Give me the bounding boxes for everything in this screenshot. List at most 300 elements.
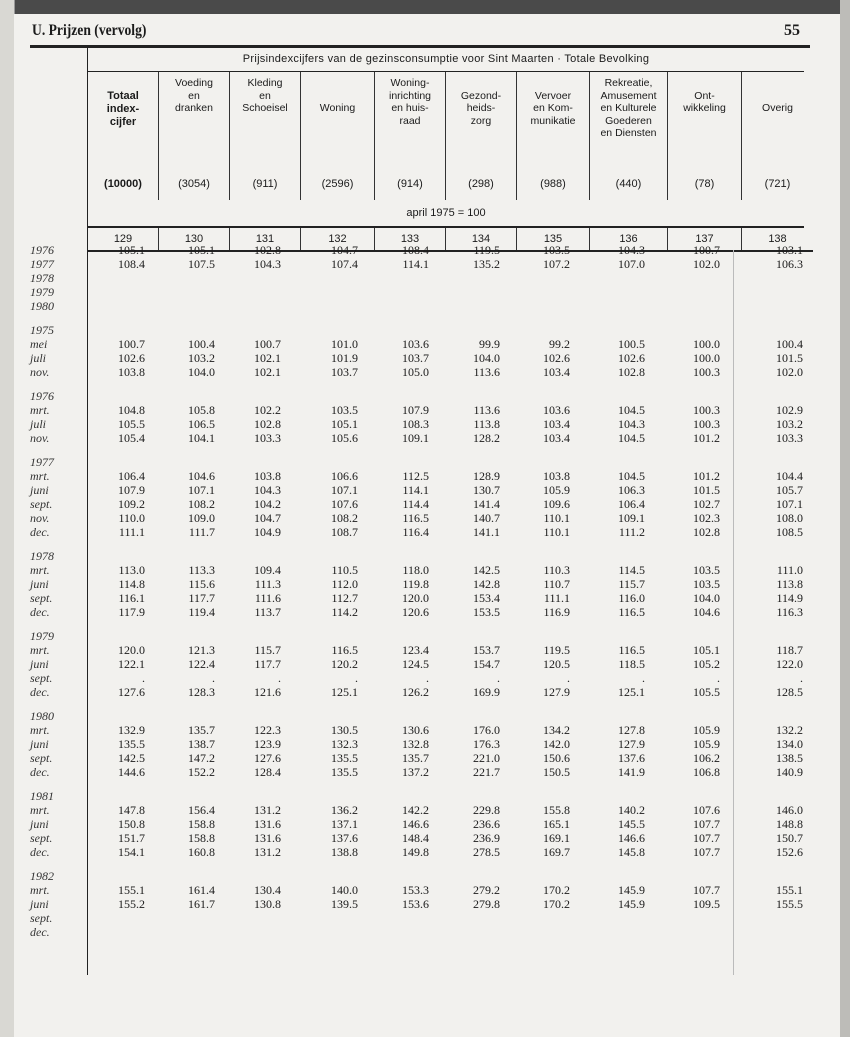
cell-value: 141.1	[473, 525, 500, 539]
row-label: dec.	[30, 845, 50, 859]
cell-value: 111.1	[118, 525, 145, 539]
cell-value: 106.5	[188, 417, 215, 431]
cell-value: 134.0	[776, 737, 803, 751]
cell-value: 117.7	[188, 591, 215, 605]
column-label: Vervoer en Kom- munikatie	[530, 89, 576, 127]
page-title: U. Prijzen (vervolg)	[32, 22, 147, 39]
cell-value: 109.1	[618, 511, 645, 525]
table-row	[30, 525, 810, 539]
cell-value: .	[278, 671, 281, 685]
cell-value: 101.2	[693, 469, 720, 483]
cell-value: 142.8	[473, 577, 500, 591]
cell-value: 104.1	[188, 431, 215, 445]
table-row	[30, 671, 810, 685]
cell-value: 122.4	[188, 657, 215, 671]
cell-value: 127.9	[543, 685, 570, 699]
column-index: 135	[517, 228, 590, 250]
cell-value: 131.2	[254, 803, 281, 817]
table-row	[30, 685, 810, 699]
cell-value: 132.9	[118, 723, 145, 737]
cell-value: 100.4	[188, 337, 215, 351]
table-row	[30, 271, 810, 285]
row-label: mrt.	[30, 469, 50, 483]
cell-value: 140.2	[618, 803, 645, 817]
cell-value: 103.8	[254, 469, 281, 483]
cell-value: 221.0	[473, 751, 500, 765]
cell-value: 221.7	[473, 765, 500, 779]
cell-value: 142.2	[402, 803, 429, 817]
cell-value: 122.1	[118, 657, 145, 671]
year-label: 1975	[30, 323, 54, 337]
cell-value: 127.9	[618, 737, 645, 751]
cell-value: 150.6	[543, 751, 570, 765]
cell-value: 113.3	[188, 563, 215, 577]
cell-value: 116.1	[118, 591, 145, 605]
table-row	[30, 817, 810, 831]
cell-value: 123.9	[254, 737, 281, 751]
cell-value: 149.8	[402, 845, 429, 859]
cell-value: 145.9	[618, 883, 645, 897]
cell-value: 107.7	[693, 845, 720, 859]
cell-value: 104.5	[618, 431, 645, 445]
column-index: 129	[88, 228, 159, 250]
cell-value: 102.1	[254, 351, 281, 365]
cell-value: 105.6	[331, 431, 358, 445]
row-label: juni	[30, 737, 49, 751]
cell-value: 104.5	[618, 403, 645, 417]
year-label: 1979	[30, 629, 54, 643]
cell-value: 104.6	[188, 469, 215, 483]
column-index: 133	[375, 228, 446, 250]
cell-value: .	[497, 671, 500, 685]
row-group	[30, 549, 810, 619]
table-row	[30, 257, 810, 271]
table-row	[30, 365, 810, 379]
cell-value: 118.7	[776, 643, 803, 657]
cell-value: 152.6	[776, 845, 803, 859]
cell-value: 111.6	[254, 591, 281, 605]
cell-value: 103.6	[402, 337, 429, 351]
cell-value: 130.5	[331, 723, 358, 737]
row-label: juni	[30, 817, 49, 831]
table-row	[30, 643, 810, 657]
row-label: mrt.	[30, 403, 50, 417]
cell-value: 114.9	[776, 591, 803, 605]
cell-value: 128.4	[254, 765, 281, 779]
cell-value: 122.3	[254, 723, 281, 737]
cell-value: 135.5	[331, 765, 358, 779]
cell-value: 127.6	[118, 685, 145, 699]
cell-value: 108.2	[188, 497, 215, 511]
cell-value: 103.4	[543, 417, 570, 431]
cell-value: 279.8	[473, 897, 500, 911]
cell-value: 125.1	[331, 685, 358, 699]
row-label: nov.	[30, 511, 50, 525]
cell-value: 121.3	[188, 643, 215, 657]
cell-value: 106.4	[618, 497, 645, 511]
cell-value: 100.3	[693, 417, 720, 431]
cell-value: 278.5	[473, 845, 500, 859]
cell-value: .	[355, 671, 358, 685]
cell-value: 121.6	[254, 685, 281, 699]
row-label: 1978	[30, 271, 54, 285]
cell-value: 117.7	[254, 657, 281, 671]
column-index: 137	[668, 228, 742, 250]
cell-value: 146.6	[402, 817, 429, 831]
cell-value: 102.2	[254, 403, 281, 417]
cell-value: 158.8	[188, 817, 215, 831]
cell-value: 150.5	[543, 765, 570, 779]
cell-value: 105.5	[118, 417, 145, 431]
table-row	[30, 723, 810, 737]
row-label: dec.	[30, 925, 50, 939]
scan-top-edge	[0, 0, 850, 14]
cell-value: 127.8	[618, 723, 645, 737]
cell-value: 170.2	[543, 883, 570, 897]
page-number: 55	[784, 22, 800, 39]
cell-value: 141.4	[473, 497, 500, 511]
cell-value: 152.2	[188, 765, 215, 779]
column-index: 136	[590, 228, 668, 250]
cell-value: 110.0	[118, 511, 145, 525]
table-row	[30, 911, 810, 925]
column-label: Voeding en dranken	[175, 77, 213, 114]
row-label: 1976	[30, 243, 54, 257]
table-row	[30, 351, 810, 365]
cell-value: 104.3	[618, 243, 645, 257]
cell-value: 155.1	[776, 883, 803, 897]
cell-value: 108.3	[402, 417, 429, 431]
table-title: Prijsindexcijfers van de gezinsconsumptie voor Sint Maarten · Totale Bevolking	[88, 48, 804, 72]
adjacent-page-edge	[0, 0, 15, 1037]
table-row	[30, 483, 810, 497]
cell-value: 153.5	[473, 605, 500, 619]
cell-value: 112.7	[331, 591, 358, 605]
cell-value: 104.9	[254, 525, 281, 539]
cell-value: 107.7	[693, 817, 720, 831]
cell-value: 111.7	[188, 525, 215, 539]
column-weight: (3054)	[178, 178, 210, 190]
cell-value: 128.2	[473, 431, 500, 445]
table-row	[30, 925, 810, 939]
cell-value: 116.9	[543, 605, 570, 619]
cell-value: 139.5	[331, 897, 358, 911]
cell-value: 100.0	[693, 351, 720, 365]
cell-value: .	[142, 671, 145, 685]
cell-value: 106.6	[331, 469, 358, 483]
cell-value: 102.1	[254, 365, 281, 379]
cell-value: 108.4	[402, 243, 429, 257]
cell-value: 105.5	[693, 685, 720, 699]
cell-value: 142.5	[473, 563, 500, 577]
cell-value: 130.4	[254, 883, 281, 897]
cell-value: 115.6	[188, 577, 215, 591]
cell-value: 104.7	[331, 243, 358, 257]
cell-value: 138.8	[331, 845, 358, 859]
cell-value: 105.1	[693, 643, 720, 657]
cell-value: 137.6	[618, 751, 645, 765]
cell-value: 119.4	[188, 605, 215, 619]
cell-value: 110.1	[543, 511, 570, 525]
column-header	[517, 72, 590, 200]
cell-value: 108.4	[118, 257, 145, 271]
cell-value: 105.7	[776, 483, 803, 497]
cell-value: 116.5	[402, 511, 429, 525]
cell-value: 104.7	[254, 511, 281, 525]
cell-value: 103.5	[331, 403, 358, 417]
year-label: 1981	[30, 789, 54, 803]
cell-value: 107.4	[331, 257, 358, 271]
year-label: 1978	[30, 549, 54, 563]
year-label: 1976	[30, 389, 54, 403]
row-label: nov.	[30, 431, 50, 445]
cell-value: 119.5	[543, 643, 570, 657]
cell-value: 114.4	[402, 497, 429, 511]
cell-value: 126.2	[402, 685, 429, 699]
cell-value: 106.8	[693, 765, 720, 779]
cell-value: 131.6	[254, 831, 281, 845]
cell-value: 116.5	[618, 643, 645, 657]
column-label: Overig	[762, 102, 793, 114]
cell-value: 107.6	[693, 803, 720, 817]
cell-value: 101.5	[776, 351, 803, 365]
row-label: 1980	[30, 299, 54, 313]
column-label: Kleding en Schoeisel	[242, 77, 288, 114]
table-row	[30, 737, 810, 751]
cell-value: 138.7	[188, 737, 215, 751]
cell-value: 236.9	[473, 831, 500, 845]
cell-value: 105.9	[693, 723, 720, 737]
cell-value: 120.0	[402, 591, 429, 605]
cell-value: 104.3	[254, 257, 281, 271]
cell-value: 135.5	[331, 751, 358, 765]
table-row	[30, 337, 810, 351]
cell-value: 110.3	[543, 563, 570, 577]
cell-value: 111.3	[254, 577, 281, 591]
cell-value: 137.1	[331, 817, 358, 831]
row-group	[30, 869, 810, 939]
cell-value: 120.0	[118, 643, 145, 657]
cell-value: 123.4	[402, 643, 429, 657]
cell-value: 106.2	[693, 751, 720, 765]
cell-value: 132.3	[331, 737, 358, 751]
cell-value: 150.8	[118, 817, 145, 831]
column-weight: (911)	[252, 178, 278, 190]
cell-value: 150.7	[776, 831, 803, 845]
cell-value: 145.5	[618, 817, 645, 831]
column-index: 130	[159, 228, 230, 250]
column-weight: (298)	[468, 178, 494, 190]
cell-value: 134.2	[543, 723, 570, 737]
cell-value: 111.1	[543, 591, 570, 605]
table-row	[30, 497, 810, 511]
cell-value: 135.7	[402, 751, 429, 765]
row-label: mrt.	[30, 723, 50, 737]
cell-value: 153.7	[473, 643, 500, 657]
cell-value: 103.5	[693, 577, 720, 591]
cell-value: 104.2	[254, 497, 281, 511]
cell-value: 107.9	[118, 483, 145, 497]
table-row	[30, 751, 810, 765]
cell-value: 130.7	[473, 483, 500, 497]
cell-value: 100.4	[776, 337, 803, 351]
cell-value: 105.8	[188, 403, 215, 417]
cell-value: 102.0	[693, 257, 720, 271]
cell-value: 103.7	[402, 351, 429, 365]
cell-value: 103.3	[776, 431, 803, 445]
cell-value: 103.7	[331, 365, 358, 379]
cell-value: 115.7	[618, 577, 645, 591]
row-label: 1979	[30, 285, 54, 299]
row-label: juli	[30, 351, 47, 365]
cell-value: 102.6	[618, 351, 645, 365]
cell-value: 102.9	[776, 403, 803, 417]
cell-value: 108.0	[776, 511, 803, 525]
cell-value: 144.6	[118, 765, 145, 779]
column-index: 131	[230, 228, 301, 250]
cell-value: 104.4	[776, 469, 803, 483]
cell-value: 113.7	[254, 605, 281, 619]
cell-value: 102.8	[254, 243, 281, 257]
table-row	[30, 803, 810, 817]
cell-value: 120.2	[331, 657, 358, 671]
cell-value: 169.9	[473, 685, 500, 699]
cell-value: 132.8	[402, 737, 429, 751]
table-row	[30, 605, 810, 619]
cell-value: 146.6	[618, 831, 645, 845]
cell-value: 109.1	[402, 431, 429, 445]
cell-value: 118.0	[402, 563, 429, 577]
row-label: sept.	[30, 911, 53, 925]
cell-value: 109.4	[254, 563, 281, 577]
column-header	[88, 72, 159, 200]
cell-value: 114.2	[331, 605, 358, 619]
cell-value: 107.0	[618, 257, 645, 271]
cell-value: .	[800, 671, 803, 685]
row-group	[30, 789, 810, 859]
column-label: Totaal index- cijfer	[106, 90, 140, 128]
cell-value: 104.0	[473, 351, 500, 365]
year-label: 1982	[30, 869, 54, 883]
column-header	[668, 72, 742, 200]
cell-value: .	[426, 671, 429, 685]
cell-value: 165.1	[543, 817, 570, 831]
cell-value: 154.7	[473, 657, 500, 671]
cell-value: 100.3	[693, 403, 720, 417]
row-group	[30, 629, 810, 699]
cell-value: 127.6	[254, 751, 281, 765]
row-label: mrt.	[30, 643, 50, 657]
cell-value: 128.3	[188, 685, 215, 699]
row-group	[30, 709, 810, 779]
cell-value: 135.5	[118, 737, 145, 751]
cell-value: 100.7	[118, 337, 145, 351]
cell-value: 99.2	[549, 337, 570, 351]
cell-value: 102.7	[693, 497, 720, 511]
column-weight: (10000)	[104, 178, 142, 190]
column-label: Rekreatie, Amusement en Kulturele Goederen en Diensten	[600, 77, 657, 139]
cell-value: 119.5	[473, 243, 500, 257]
column-header	[230, 72, 301, 200]
cell-value: 103.2	[776, 417, 803, 431]
row-label: juni	[30, 483, 49, 497]
cell-value: 154.1	[118, 845, 145, 859]
table-row	[30, 883, 810, 897]
table-row	[30, 243, 810, 257]
row-group	[30, 323, 810, 379]
cell-value: 142.5	[118, 751, 145, 765]
cell-value: 113.6	[473, 365, 500, 379]
column-index: 132	[301, 228, 375, 250]
table-row	[30, 469, 810, 483]
cell-value: 118.5	[618, 657, 645, 671]
cell-value: 103.4	[543, 365, 570, 379]
cell-value: 102.3	[693, 511, 720, 525]
cell-value: 107.5	[188, 257, 215, 271]
cell-value: 101.5	[693, 483, 720, 497]
cell-value: 147.2	[188, 751, 215, 765]
cell-value: 113.0	[118, 563, 145, 577]
cell-value: 140.7	[473, 511, 500, 525]
cell-value: 102.8	[254, 417, 281, 431]
cell-value: 116.5	[331, 643, 358, 657]
row-label: nov.	[30, 365, 50, 379]
cell-value: 103.4	[543, 431, 570, 445]
cell-value: 109.2	[118, 497, 145, 511]
cell-value: 110.7	[543, 577, 570, 591]
row-label: juli	[30, 417, 47, 431]
cell-value: 140.9	[776, 765, 803, 779]
column-label: Ont- wikkeling	[683, 89, 726, 114]
cell-value: 102.8	[618, 365, 645, 379]
cell-value: 131.2	[254, 845, 281, 859]
cell-value: 116.4	[402, 525, 429, 539]
cell-value: 111.2	[618, 525, 645, 539]
cell-value: 107.7	[693, 831, 720, 845]
cell-value: 107.1	[331, 483, 358, 497]
column-weight: (440)	[615, 178, 642, 190]
cell-value: 100.7	[254, 337, 281, 351]
row-label: juni	[30, 577, 49, 591]
cell-value: 103.8	[543, 469, 570, 483]
cell-value: 103.1	[776, 243, 803, 257]
cell-value: 130.6	[402, 723, 429, 737]
cell-value: 100.5	[618, 337, 645, 351]
cell-value: 229.8	[473, 803, 500, 817]
cell-value: 109.0	[188, 511, 215, 525]
cell-value: 110.5	[331, 563, 358, 577]
year-label: 1980	[30, 709, 54, 723]
cell-value: 104.3	[618, 417, 645, 431]
cell-value: 105.9	[693, 737, 720, 751]
cell-value: 145.9	[618, 897, 645, 911]
row-group	[30, 243, 810, 313]
cell-value: 236.6	[473, 817, 500, 831]
cell-value: 116.3	[776, 605, 803, 619]
row-label: dec.	[30, 765, 50, 779]
cell-value: 114.5	[618, 563, 645, 577]
cell-value: 102.0	[776, 365, 803, 379]
cell-value: .	[642, 671, 645, 685]
cell-value: 108.7	[331, 525, 358, 539]
cell-value: 156.4	[188, 803, 215, 817]
cell-value: 104.5	[618, 469, 645, 483]
scan-right-edge	[840, 0, 850, 1037]
cell-value: 135.7	[188, 723, 215, 737]
cell-value: 102.6	[543, 351, 570, 365]
cell-value: 105.2	[693, 657, 720, 671]
cell-value: 136.2	[331, 803, 358, 817]
